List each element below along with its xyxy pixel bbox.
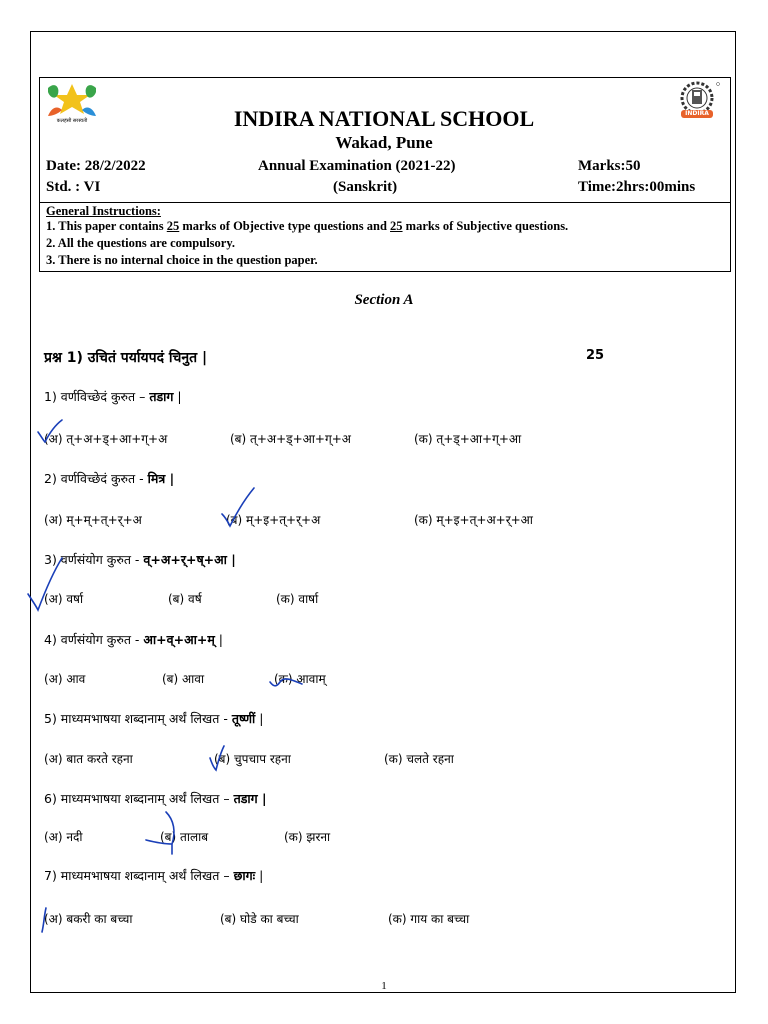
indira-logo-label: INDIRA [685,110,709,117]
standard: Std. : VI [46,179,101,195]
question-7-term: छागः [233,868,256,883]
instruction-1-part-b: marks of Objective type questions and [179,219,391,233]
question-6 [44,790,267,807]
question-5-term: तूष्णीं [231,711,256,726]
question-4-end: | [214,632,223,647]
instruction-1-number-1: 25 [166,219,180,233]
q1-option-b[interactable]: (ब) त्+अ+ड्+आ+ग्+अ [230,432,351,446]
main-question-label: प्रश्न 1) उचितं पर्यायपदं चिनुत | [44,350,208,366]
q2-option-b[interactable]: (ब) म्+इ+त्+र्+अ [226,513,321,527]
exam-title: Annual Examination (2021-22) [258,158,456,174]
question-1-end: | [173,389,182,404]
q3-option-b[interactable]: (ब) वर्ष [168,592,202,606]
check-mark-q1-icon [36,418,66,448]
subject: (Sanskrit) [333,179,398,195]
q2-option-c[interactable]: (क) म्+इ+त्+अ+र्+आ [414,513,533,527]
main-question-marks: 25 [586,348,605,363]
school-name: INDIRA NATIONAL SCHOOL [233,106,535,131]
q5-option-b[interactable]: (ब) चुपचाप रहना [214,752,291,766]
question-4 [44,631,223,648]
q5-option-c[interactable]: (क) चलते रहना [384,752,454,766]
check-mark-q2-icon [220,486,260,530]
instruction-1-number-2: 25 [390,219,403,233]
q4-option-c[interactable]: (क) आवाम् [274,672,326,686]
q4-option-a[interactable]: (अ) आव [44,672,86,686]
question-7 [44,867,263,884]
q6-option-b[interactable]: (ब) तालाब [160,830,209,844]
instruction-1-part-a: 1. This paper contains [46,219,167,233]
check-mark-q7-icon [40,906,50,936]
exam-time: Time:2hrs:00mins [578,179,696,195]
question-3-term: व्+अ+र्+ष्+आ | [143,552,236,567]
q1-option-c[interactable]: (क) त्+ड्+आ+ग्+आ [414,432,522,446]
instruction-1-part-c: marks of Subjective questions. [402,219,569,233]
q7-option-b[interactable]: (ब) घोडे का बच्चा [220,912,299,926]
check-mark-q4-icon [268,668,304,690]
instruction-2: 2. All the questions are compulsory. [46,236,236,250]
section-title: Section A [354,292,414,308]
q4-option-b[interactable]: (ब) आवा [162,672,205,686]
question-1-term: तडाग [149,389,174,404]
question-4-term: आ+व्+आ+म् [143,632,215,647]
q1-option-a[interactable]: (अ) त्+अ+ड्+आ+ग्+अ [44,432,168,446]
question-5 [44,710,263,727]
question-5-text: 5) माध्यमभाषया शब्दानाम् अर्थं लिखत - [44,711,232,726]
total-marks: Marks:50 [578,158,641,174]
question-1 [44,388,182,405]
question-7-end: | [255,868,264,883]
check-mark-q6-icon [144,810,184,856]
instruction-1 [46,219,568,234]
question-7-text: 7) माध्यमभाषया शब्दानाम् अर्थं लिखत – [44,868,234,883]
q6-option-a[interactable]: (अ) नदी [44,830,83,844]
school-city: Wakad, Pune [335,133,433,152]
question-2 [44,470,174,487]
check-mark-q3-icon [26,556,68,614]
q2-option-a[interactable]: (अ) म्+म्+त्+र्+अ [44,513,142,527]
question-5-end: | [255,711,264,726]
logo-caption: कलहंसी सरस्वती [56,118,88,124]
question-6-text: 6) माध्यमभाषया शब्दानाम् अर्थं लिखत – [44,791,234,806]
question-1-text: 1) वर्णविच्छेदं कुरुत – [44,389,150,404]
question-3-text: 3) वर्णसंयोग कुरुत - [44,552,144,567]
q7-option-a[interactable]: (अ) बकरी का बच्चा [44,912,133,926]
question-4-text: 4) वर्णसंयोग कुरुत - [44,632,144,647]
question-2-text: 2) वर्णविच्छेदं कुरुत - [44,471,148,486]
question-6-term: तडाग | [233,791,267,806]
check-mark-q5-icon [208,744,230,774]
page-number: 1 [381,980,387,992]
instruction-3: 3. There is no internal choice in the question paper. [46,253,318,267]
q6-option-c[interactable]: (क) झरना [284,830,331,844]
instructions-title: General Instructions: [46,204,161,218]
q3-option-c[interactable]: (क) वार्षा [276,592,319,606]
q3-option-a[interactable]: (अ) वर्षा [44,592,84,606]
header-divider [40,202,730,203]
q5-option-a[interactable]: (अ) बात करते रहना [44,752,133,766]
exam-date: Date: 28/2/2022 [46,158,146,174]
question-2-term: मित्र | [147,471,175,486]
question-3 [44,551,236,568]
q7-option-c[interactable]: (क) गाय का बच्चा [388,912,470,926]
